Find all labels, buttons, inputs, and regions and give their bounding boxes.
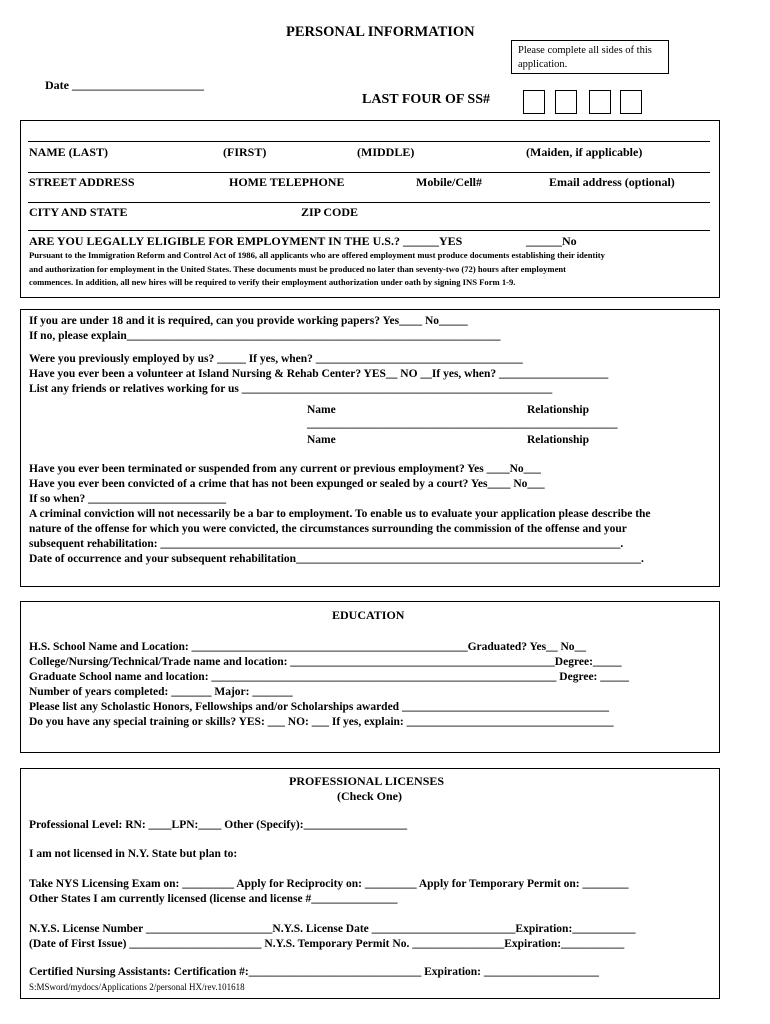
previously-employed-question[interactable]: Were you previously employed by us? _____ If yes, when? ____________________________________: [29, 353, 523, 365]
irca-notice: [29, 249, 605, 290]
exam-reciprocity-field[interactable]: Take NYS Licensing Exam on: _________ Apply for Reciprocity on: _________ Apply for Temporary Permit on: ________: [29, 878, 629, 890]
ss-digit-box-3[interactable]: [589, 90, 611, 114]
temporary-permit-field[interactable]: (Date of First Issue) _______________________ N.Y.S. Temporary Permit No. ________________Expiration:___________: [29, 938, 625, 950]
ss-digit-box-2[interactable]: [555, 90, 577, 114]
eligibility-no[interactable]: ______No: [526, 234, 577, 248]
page-title: PERSONAL INFORMATION: [286, 24, 475, 40]
conviction-notice: A criminal conviction will not necessarily be a bar to employment. To enable us to evaluate your application please describe the: [29, 508, 651, 520]
professional-level-field[interactable]: Professional Level: RN: ____LPN:____ Other (Specify):__________________: [29, 819, 408, 831]
employment-questions: [29, 314, 608, 397]
date-field[interactable]: Date ______________________: [45, 78, 204, 92]
relationship-label: Relationship: [527, 404, 589, 416]
name-label: Name: [307, 404, 336, 416]
special-training-field[interactable]: Do you have any special training or skills? YES: ___ NO: ___ If yes, explain: ____________________________________: [29, 716, 614, 728]
hs-school-field[interactable]: H.S. School Name and Location: ________________________________________________Graduated? Yes__ No__: [29, 641, 587, 653]
home-phone-label: HOME TELEPHONE: [229, 175, 345, 189]
name-first-label: (FIRST): [223, 145, 267, 159]
ss-label: LAST FOUR OF SS#: [362, 92, 490, 107]
irca-line: and authorization for employment in the United States. These documents must be produced no later than seventy-two (72) hours after employment: [29, 263, 567, 274]
address-line[interactable]: [28, 172, 710, 173]
name-maiden-label: (Maiden, if applicable): [526, 145, 643, 159]
licenses-title: PROFESSIONAL LICENSES: [289, 774, 445, 788]
city-line[interactable]: [28, 202, 710, 203]
eligibility-line: [28, 230, 710, 231]
irca-line: Pursuant to the Immigration Reform and Control Act of 1986, all applicants who are offered employment must produce documents establishing their identity: [29, 250, 605, 260]
working-papers-question[interactable]: If you are under 18 and it is required, can you provide working papers? Yes____ No_____: [29, 315, 468, 327]
occurrence-field[interactable]: Date of occurrence and your subsequent rehabilitation____________________________________________________________.: [29, 553, 644, 565]
licensing-plans: [29, 877, 629, 907]
not-licensed-label: I am not licensed in N.Y. State but plan to:: [29, 848, 238, 860]
conviction-questions: [29, 462, 651, 567]
years-major-field[interactable]: Number of years completed: _______ Major: _______: [29, 686, 293, 698]
license-number-field[interactable]: N.Y.S. License Number ______________________N.Y.S. License Date _________________________Expiration:___________: [29, 923, 636, 935]
email-label: Email address (optional): [549, 175, 675, 189]
education-title: EDUCATION: [332, 608, 405, 622]
ss-digit-box-4[interactable]: [620, 90, 642, 114]
city-state-label: CITY AND STATE: [29, 205, 128, 219]
name-middle-label: (MIDDLE): [357, 145, 415, 159]
terminated-question[interactable]: Have you ever been terminated or suspended from any current or previous employment? Yes ____No___: [29, 463, 541, 475]
cna-certification-field[interactable]: Certified Nursing Assistants: Certification #:______________________________ Expiration: ____________________: [29, 966, 599, 978]
other-states-field[interactable]: Other States I am currently licensed (license and license #_______________: [29, 893, 398, 905]
convicted-question[interactable]: Have you ever been convicted of a crime that has not been expunged or sealed by a court? Yes____ No___: [29, 478, 545, 490]
honors-field[interactable]: Please list any Scholastic Honors, Fellowships and/or Scholarships awarded ____________________________________: [29, 701, 609, 713]
relationship-label: Relationship: [527, 434, 589, 446]
licenses-subtitle: (Check One): [337, 789, 402, 803]
graduate-school-field[interactable]: Graduate School name and location: ____________________________________________________________ Degree: _____: [29, 671, 630, 683]
irca-line: commences. In addition, all new hires will be required to verify their employment authorization under oath by signing INS Form 1-9.: [29, 277, 516, 287]
college-field[interactable]: College/Nursing/Technical/Trade name and location: ______________________________________________Degree:_____: [29, 656, 622, 668]
rehabilitation-field[interactable]: subsequent rehabilitation: ________________________________________________________________________________.: [29, 538, 624, 550]
ss-digit-box-1[interactable]: [523, 90, 545, 114]
when-field[interactable]: If so when? ________________________: [29, 493, 227, 505]
explain-field[interactable]: If no, please explain_________________________________________________________________: [29, 330, 501, 342]
zip-label: ZIP CODE: [301, 205, 359, 219]
street-label: STREET ADDRESS: [29, 175, 135, 189]
footer-path: S:MSword/mydocs/Applications 2/personal HX/rev.101618: [29, 982, 245, 992]
friends-relatives-field[interactable]: List any friends or relatives working for us ______________________________________________________: [29, 383, 553, 395]
eligibility-question[interactable]: ARE YOU LEGALLY ELIGIBLE FOR EMPLOYMENT IN THE U.S.? ______YES: [29, 234, 463, 248]
name-line[interactable]: [28, 141, 710, 142]
mobile-label: Mobile/Cell#: [416, 175, 482, 189]
spacer: [29, 344, 608, 352]
education-fields: [29, 640, 629, 730]
name-last-label: NAME (LAST): [29, 145, 109, 159]
relative-line[interactable]: ______________________________________________________: [307, 418, 618, 430]
name-label: Name: [307, 434, 336, 446]
license-numbers: [29, 922, 636, 952]
conviction-notice: nature of the offense for which you were convicted, the circumstances surrounding the commission of the offense and your: [29, 523, 627, 535]
volunteer-question[interactable]: Have you ever been a volunteer at Island Nursing & Rehab Center? YES__ NO __If yes, when? ___________________: [29, 368, 609, 380]
notice-box: Please complete all sides of this application.: [511, 40, 669, 74]
